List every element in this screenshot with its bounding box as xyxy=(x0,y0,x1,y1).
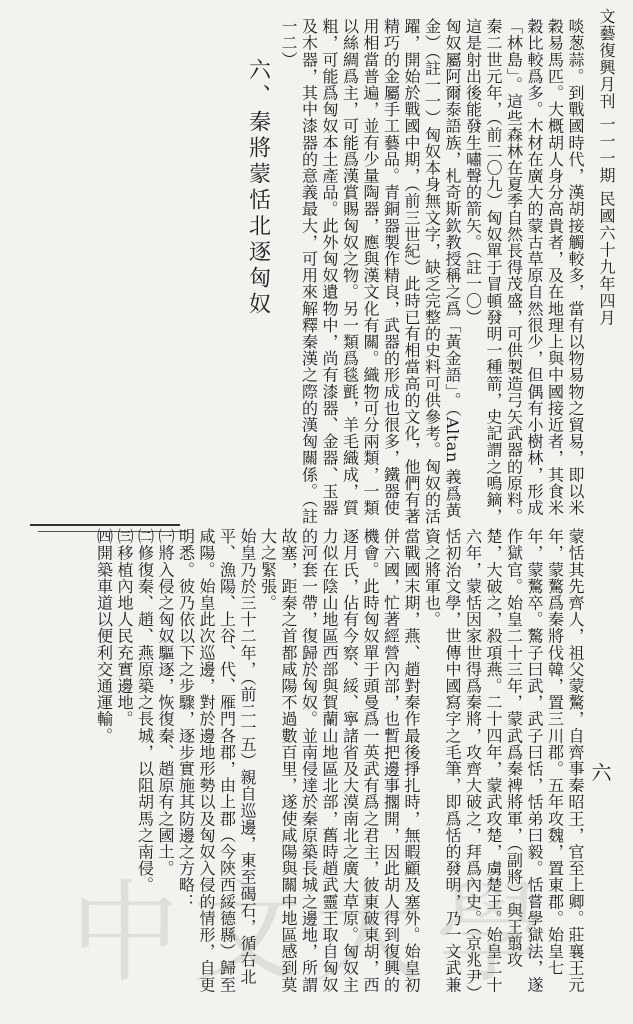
list-item: ㈢移植內地人民充實邊地。 xyxy=(115,528,134,728)
paragraph: 啖葱蒜。到戰國時代，漢胡接觸較多，當有以物易物之貿易，即以米穀易馬匹。大概胡人身分高貴者，及在地理上與中國接近者，其食米穀比較爲多。木材在廣大的蒙古草原自然很少，但偶有小樹林，形成「林島」。這些森林在夏季自然長得茂盛，可供製造弓矢武器的原料。秦二世元年，（前二〇九）匈奴單于冒頓發明一種箭，史記謂之鳴鏑，這是射出後能發生嘯聲的箭矢。（註一〇） xyxy=(463,18,585,525)
paragraph: 始皇乃於三十二年，（前二一五）親自巡邊，東至碣石，循右北平、漁陽、上谷、代、雁門各郡，由上郡（今陝西綏德縣）歸至咸陽。始皇此次巡邊，對於邊地形勢以及匈奴入侵的情形，自更明悉。彼乃依以下之步驟，逐步實施其防邊之方略： xyxy=(176,528,257,993)
section-heading: 六、秦將蒙恬北逐匈奴 xyxy=(245,58,271,318)
list-item: ㈣開築車道以便利交通運輸。 xyxy=(94,528,114,744)
list-item: ㈠將入侵之匈奴驅逐，恢復秦、趙原有之國土。 xyxy=(156,528,175,877)
library-watermark: 中文大學 xyxy=(70,869,558,997)
journal-header: 文藝復興月刊 一一一期 民國六十九年四月 xyxy=(597,8,616,327)
upper-text-block xyxy=(45,18,585,526)
paragraph: 匈奴屬阿爾泰語族，札奇斯欽教授稱之爲「黃金語」。（Altan 義爲黃金）（註一一）匈奴本身無文字，缺乏完整的史料可供參考。匈奴的活躍，開始於戰國中期，（前三世紀）此時已有相當高的文化，他們有著精巧的金屬手工藝品。青銅器製作精良，武器的形成也很多，鐵器使用相當普遍，並有少量陶器，應與漢文化有關。織物可分兩類，一類以絲綢爲主，可能爲漢賞賜匈奴之物。另一類爲毯氈，羊毛織成，質粗，可能爲匈奴本土產品。此外匈奴遺物中，尚有漆器、金器、玉器及木器，其中漆器的意義最大，可用來解釋秦漢之際的漢匈關係。（註一二） xyxy=(279,18,462,525)
paragraph: 當戰國末期，燕、趙對秦作最後掙扎時，無暇顧及塞外。始皇初併六國，忙著經營內部，也暫把邊事擱開，因此胡人得到復興的機會。此時匈奴單于頭曼爲一英武有爲之君主，彼東破東胡，西逐月氏，佔有今察、綏、寧諸省及大漠南北之廣大草原。匈奴主力似在陰山地區西部與賀蘭山地區北部，舊時趙武靈王取自匈奴的河套一帶，復歸於匈奴。並南侵達於秦原築長城之邊地，所謂故塞，距秦之首都咸陽不過數百里，遂使咸陽與關中地區感到莫大之緊張。 xyxy=(258,528,421,993)
section-divider xyxy=(30,524,180,526)
paragraph: 蒙恬其先齊人，祖父蒙驁，自齊事秦昭王，官至上卿。莊襄王元年，蒙驁爲秦將伐韓，置三川郡。五年攻魏，置東郡。始皇七年，蒙驁卒。驁子曰武，武子曰恬，恬弟曰毅。恬嘗學獄法，遂作獄官。始皇二十三年，蒙武爲秦裨將軍，（副將）與王翦攻楚，大破之，殺項燕。二十四年，蒙武攻楚，虜楚王。始皇二十六年，蒙恬因家世得爲秦將，攻齊大破之，拜爲內史。（京兆尹）恬初治文學，世傳中國寫字之毛筆，即爲恬的發明，乃一文武兼資之將軍也。 xyxy=(422,528,585,994)
page-number: 六 xyxy=(588,762,612,782)
list-item: ㈡修復秦、趙、燕原築之長城，以阻胡馬之南侵。 xyxy=(135,528,155,894)
